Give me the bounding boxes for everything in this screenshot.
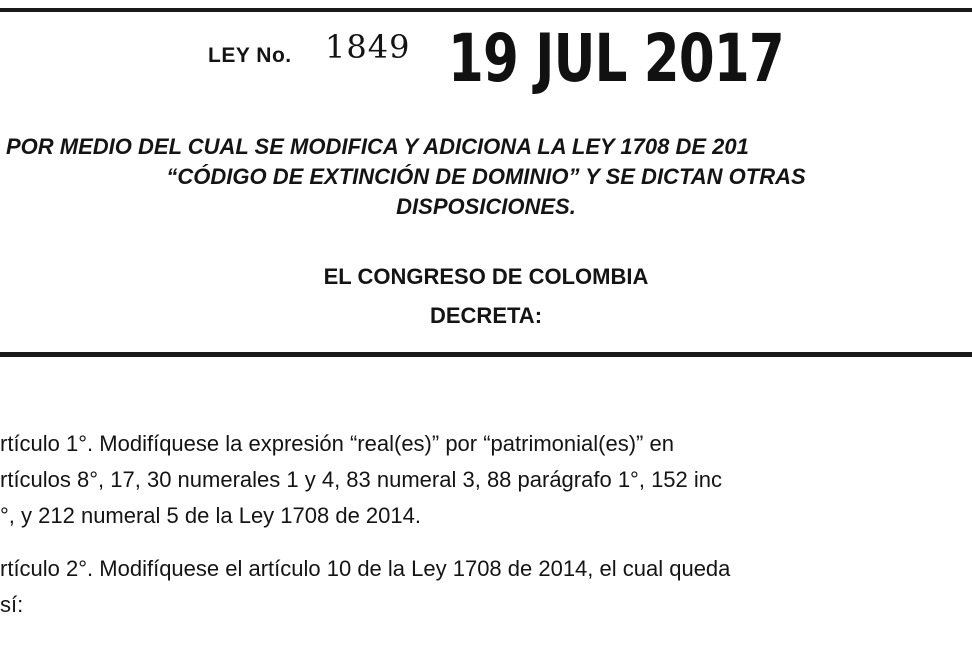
law-title-line-3: DISPOSICIONES. [396,194,576,219]
article-2-line: sí: [0,592,24,617]
article-1-line: rtículos 8°, 17, 30 numerales 1 y 4, 83 numeral 3, 88 parágrafo 1°, 152 inc [0,467,723,492]
bottom-rule [0,352,972,357]
article-2 [0,551,972,623]
congreso-heading: EL CONGRESO DE COLOMBIA [323,264,649,289]
article-1 [0,426,972,534]
ley-label: LEY No. [208,44,292,67]
article-1-line: °, y 212 numeral 5 de la Ley 1708 de 2014. [0,503,421,528]
article-2-line: rtículo 2°. Modifíquese el artículo 10 de la Ley 1708 de 2014, el cual queda [0,556,731,581]
date-stamp: 19 JUL 2017 [448,20,784,97]
decreta-heading: DECRETA: [429,303,543,328]
article-1-line: rtículo 1°. Modifíquese la expresión “real(es)” por “patrimonial(es)” en [0,431,674,456]
law-number: 1849 [325,28,411,66]
top-rule [0,8,972,12]
law-title-line-1: POR MEDIO DEL CUAL SE MODIFICA Y ADICIONA LA LEY 1708 DE 201 [6,134,749,159]
law-title-line-2: “CÓDIGO DE EXTINCIÓN DE DOMINIO” Y SE DICTAN OTRAS [166,164,806,189]
